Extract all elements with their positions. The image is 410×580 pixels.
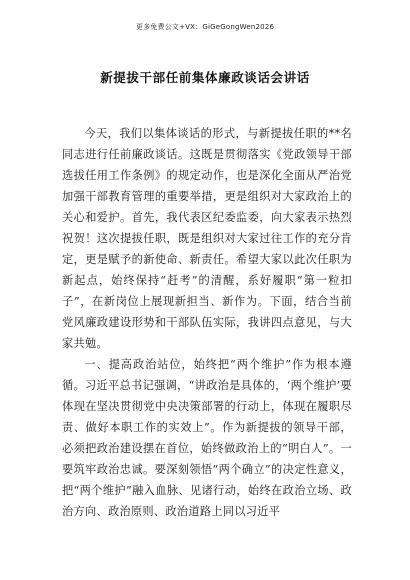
paragraph-section-one: 一、提高政治站位，始终把“两个维护”作为根本遵循。习近平总书记强调，“讲政治是具体的，‘两个维护’要体现在坚决贯彻党中央决策部署的行动上，体现在履职尽责、做好本职工作的实效上”。作为新提拔的领导干部，必须把政治建设摆在首位，始终做政治上的“明白人”。一要筑牢政治忠诚。要深刻领悟“两个确立”的决定性意义，把“两个维护”融入血脉、见诸行动，始终在政治立场、政治方向、政治原则、政治道路上同以习近平 — [62, 358, 352, 518]
header-note: 更多免费公文+VX：GiGeGongWen2026 — [135, 23, 275, 31]
document-body — [62, 123, 352, 522]
document-title: 新提拔干部任前集体廉政谈话会讲话 — [100, 70, 310, 85]
paragraph-intro: 今天，我们以集体谈话的形式，与新提拔任职的**名同志进行任前廉政谈话。这既是贯彻落实《党政领导干部选拔任用工作条例》的规定动作，也是深化全面从严治党加强干部教育管理的重要举措，更是组织对大家政治上的关心和爱护。首先，我代表区纪委监委，向大家表示热烈祝贺！这次提拔任职，既是组织对大家过往工作的充分肯定，更是赋予的新使命、新责任。希望大家以此次任职为新起点，始终保持“赶考”的清醒，系好履职“第一粒扣子”，在新岗位上展现新担当、新作为。下面，结合当前党风廉政建设形势和干部队伍实际，我讲四点意见，与大家共勉。 — [62, 127, 352, 350]
